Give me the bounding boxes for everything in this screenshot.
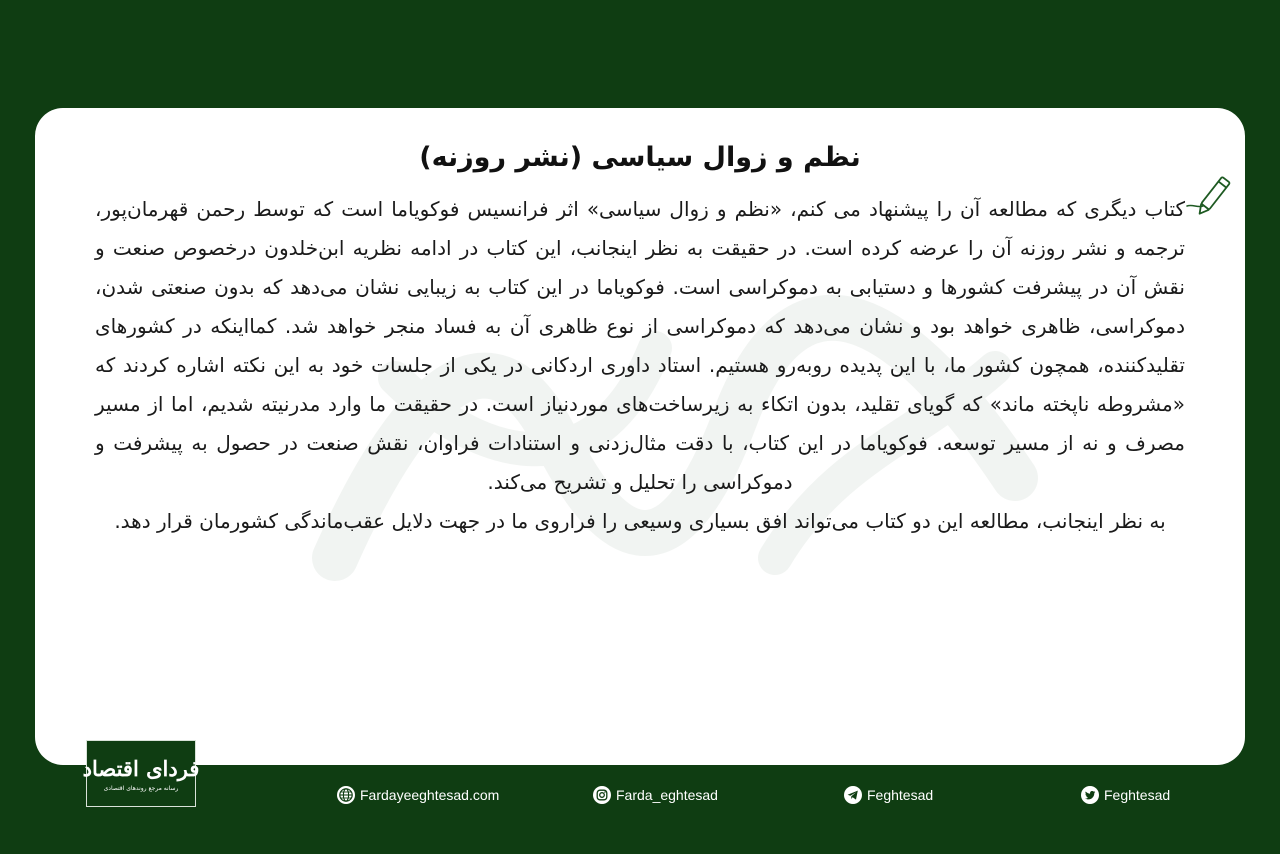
logo-subtitle: رسانه مرجع روندهای اقتصادی [103, 784, 179, 792]
article-body [95, 190, 1185, 541]
article-card [35, 108, 1245, 765]
globe-icon [336, 785, 356, 805]
twitter-label: Feghtesad [1104, 787, 1171, 803]
instagram-label: Farda_eghtesad [616, 787, 718, 803]
website-link[interactable] [336, 784, 499, 806]
twitter-link[interactable] [1080, 784, 1170, 806]
twitter-icon [1080, 785, 1100, 805]
logo-title: فردای اقتصاد [82, 755, 200, 781]
telegram-label: Feghtesad [867, 787, 934, 803]
instagram-icon [592, 785, 612, 805]
telegram-icon [843, 785, 863, 805]
brand-logo [82, 740, 200, 807]
article-paragraph: کتاب دیگری که مطالعه آن را پیشنهاد می کنم، «نظم و زوال سیاسی» اثر فرانسیس فوکویاما است که توسط رحمن قهرمان‌پور، ترجمه و نشر روزنه آن را عرضه کرده است. در حقیقت به نظر اینجانب، این کتاب در ادامه نظریه ابن‌خلدون درخصوص صنعت و نقش آن در پیشرفت کشورها و دستیابی به دموکراسی است. فوکویاما در این کتاب به زیبایی نشان می‌دهد که بدون صنعتی شدن، دموکراسی، ظاهری خواهد بود و نشان می‌دهد که دموکراسی از نوع ظاهری آن به فساد منجر خواهد شد. کمااینکه در کشورهای تقلیدکننده، همچون کشور ما، با این پدیده روبه‌رو هستیم. استاد داوری اردکانی در یکی از جلسات خود به این نکته اشاره کردند که «مشروطه ناپخته ماند» که گویای تقلید، بدون اتکاء به زیرساخت‌های موردنیاز است. در حقیقت ما وارد مدرنیته شدیم، اما از مسیر مصرف و نه از مسیر توسعه. فوکویاما در این کتاب، با دقت مثال‌زدنی و استنادات فراوان، نقش صنعت در حصول به پیشرفت و دموکراسی را تحلیل و تشریح می‌کند. [95, 197, 1185, 494]
pen-icon [1185, 166, 1241, 218]
instagram-link[interactable] [592, 784, 718, 806]
telegram-link[interactable] [843, 784, 933, 806]
article-title: نظم و زوال سیاسی (نشر روزنه) [419, 142, 861, 173]
article-paragraph: به نظر اینجانب، مطالعه این دو کتاب می‌تواند افق بسیاری وسیعی را فراروی ما در جهت دلایل عقب‌ماندگی کشورمان قرار دهد. [114, 509, 1166, 533]
website-label: Fardayeeghtesad.com [360, 787, 500, 803]
